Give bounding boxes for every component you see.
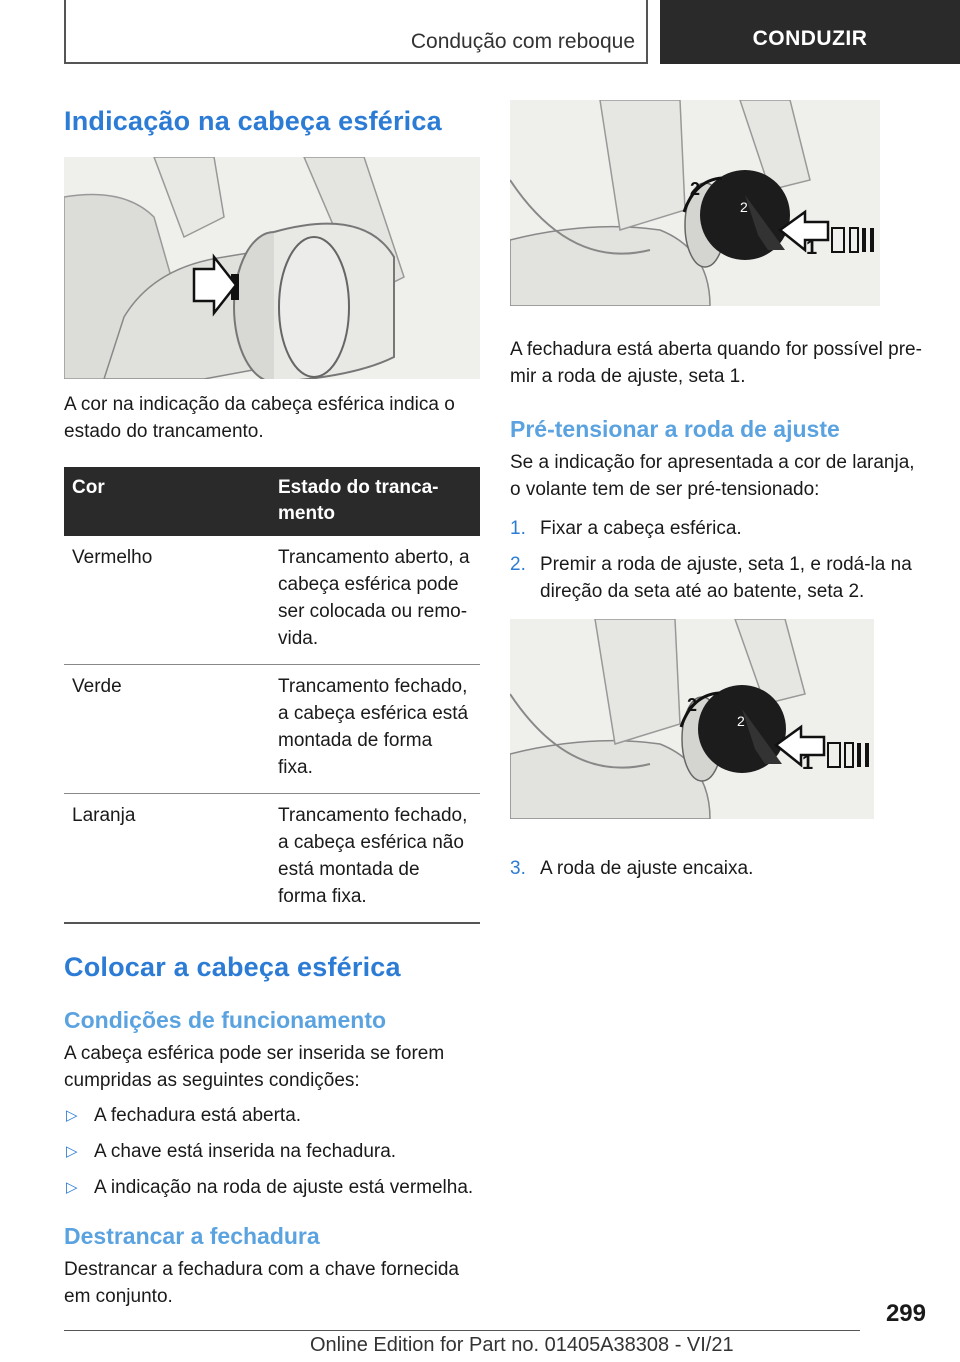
table-row	[64, 665, 480, 794]
list-item-text: A indicação na roda de ajuste está vermelha.	[94, 1177, 474, 1198]
table-header-state: Estado do tranca-mento	[270, 467, 480, 536]
table-row	[64, 794, 480, 924]
unlock-paragraph: Destrancar a fechadura com a chave fornecida em conjunto.	[64, 1259, 459, 1307]
conditions-list	[64, 1102, 480, 1201]
step-number: 2.	[510, 554, 526, 575]
table-header-color: Cor	[64, 467, 270, 536]
list-item	[64, 1174, 480, 1201]
step-number: 3.	[510, 858, 526, 879]
list-item	[510, 515, 930, 542]
intro-paragraph: A cor na indicação da cabeça esférica indica o estado do trancamento.	[64, 394, 455, 442]
svg-text:2: 2	[740, 199, 748, 215]
step-number: 1.	[510, 518, 526, 539]
status-color-table	[64, 467, 480, 924]
heading-unlock: Destrancar a fechadura	[64, 1223, 320, 1249]
table-cell-state: Trancamento fechado, a cabeça esférica não está montada de forma fixa.	[270, 794, 480, 924]
page-number: 299	[885, 1300, 926, 1327]
list-item-text: A fechadura está aberta.	[94, 1105, 302, 1126]
bullet-triangle-icon: ▷	[66, 1179, 78, 1196]
arrow-label-2: 2	[690, 179, 701, 199]
list-item	[510, 551, 930, 605]
adjusting-wheel-drawing-1	[510, 100, 880, 306]
arrow-label-1: 1	[806, 237, 818, 259]
heading-insert-ball-head: Colocar a cabeça esférica	[64, 952, 401, 982]
bullet-triangle-icon: ▷	[66, 1107, 78, 1124]
heading-operating-conditions: Condições de funcionamento	[64, 1007, 387, 1033]
adjusting-wheel-illustration-2	[510, 619, 874, 819]
ball-head-indicator-illustration	[64, 157, 480, 379]
arrow-label-2: 2	[687, 695, 698, 715]
list-item-text: A chave está inserida na fechadura.	[94, 1141, 397, 1162]
step-text: A roda de ajuste encaixa.	[540, 858, 754, 879]
conditions-intro: A cabeça esférica pode ser inserida se forem cumpridas as seguintes condições:	[64, 1043, 445, 1091]
footer-edition: Online Edition for Part no. 01405A38308 - VI/21	[310, 1334, 734, 1356]
heading-pretension: Pré-tensionar a roda de ajuste	[510, 416, 840, 442]
svg-text:2: 2	[737, 713, 745, 729]
arrow-label-1: 1	[802, 752, 814, 774]
table-cell-color: Verde	[64, 665, 270, 794]
table-cell-state: Trancamento fechado, a cabeça esférica está montada de forma fixa.	[270, 665, 480, 794]
footer-divider	[64, 1330, 860, 1331]
header-section-title: Condução com reboque	[410, 30, 635, 53]
open-lock-caption: A fechadura está aberta quando for possível pre-mir a roda de ajuste, seta 1.	[510, 339, 922, 387]
step-text: Fixar a cabeça esférica.	[540, 518, 742, 539]
pretension-steps-continued	[510, 855, 930, 882]
bullet-triangle-icon: ▷	[66, 1143, 78, 1160]
ball-head-drawing	[64, 157, 480, 379]
step-text: Premir a roda de ajuste, seta 1, e rodá-la na direção da seta até ao batente, seta 2.	[540, 554, 912, 602]
table-row	[64, 536, 480, 665]
list-item	[64, 1102, 480, 1129]
list-item	[64, 1138, 480, 1165]
pretension-steps	[510, 515, 930, 605]
table-cell-color: Laranja	[64, 794, 270, 924]
left-column	[64, 100, 480, 1310]
adjusting-wheel-illustration-1	[510, 100, 880, 306]
table-cell-state: Trancamento aberto, a cabeça esférica pode ser colocada ou remo-vida.	[270, 536, 480, 665]
table-cell-color: Vermelho	[64, 536, 270, 665]
table-header-row	[64, 467, 480, 536]
adjusting-wheel-drawing-2	[510, 619, 874, 819]
right-column	[510, 100, 930, 891]
pretension-intro: Se a indicação for apresentada a cor de laranja, o volante tem de ser pré-tensionado:	[510, 452, 915, 500]
list-item	[510, 855, 930, 882]
header-chapter-tab: CONDUZIR	[660, 0, 960, 64]
heading-indicator: Indicação na cabeça esférica	[64, 106, 442, 136]
